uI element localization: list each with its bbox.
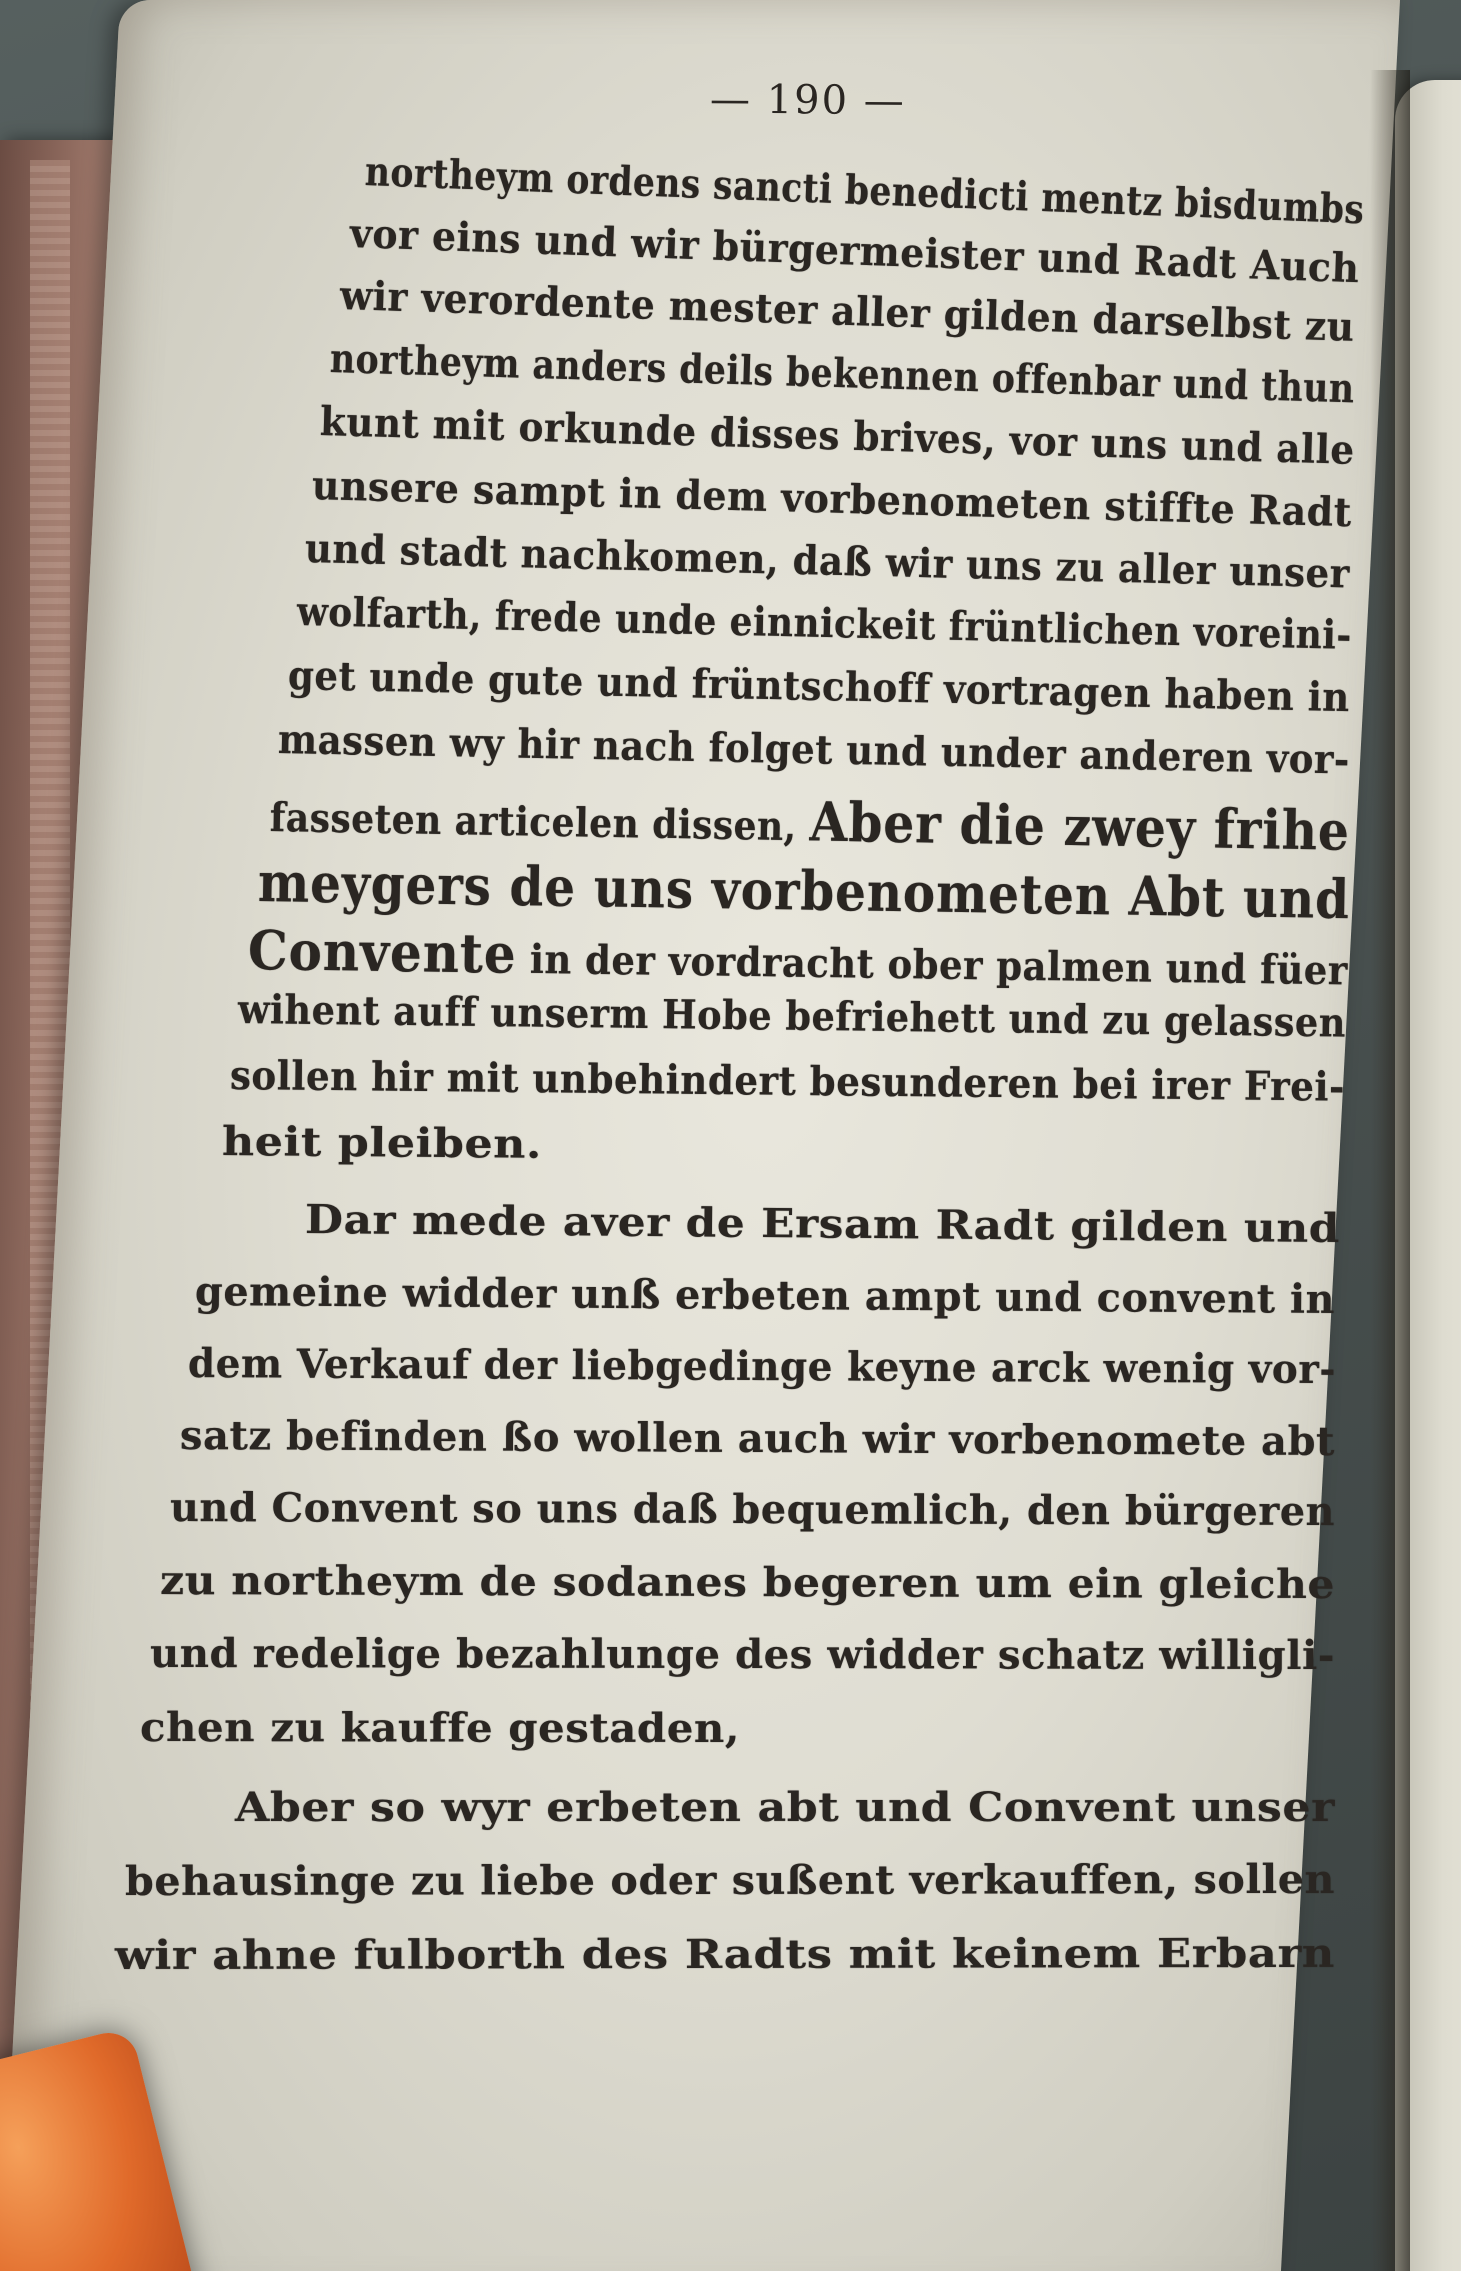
text-line [319, 398, 1355, 474]
text-segment: unsere sampt in dem vorbenometen stiffte Radt [311, 462, 1353, 537]
text-segment: fasseten articelen dissen, [269, 794, 811, 851]
text-segment: in der vordracht ober palmen und füer [516, 935, 1349, 995]
text-segment: und Convent so uns daß bequemlich, den bürgeren [169, 1484, 1336, 1536]
text-segment: Dar mede aver de Ersam Radt gilden und [304, 1196, 1341, 1253]
text-segment: heit pleiben. [221, 1118, 543, 1168]
text-segment: chen zu kauffe gestaden, [139, 1704, 741, 1753]
text-line [238, 986, 1346, 1047]
text-line [170, 1484, 1335, 1535]
text-line [288, 652, 1351, 721]
text-line [230, 1052, 1345, 1111]
text-line [257, 850, 1350, 931]
text-segment: und stadt nachkomen, daß wir uns zu aller unser [304, 525, 1351, 598]
text-line [305, 1196, 1340, 1252]
text-line [180, 1412, 1335, 1465]
text-segment: und redelige bezahlunge des widder schatz willigli- [149, 1630, 1336, 1680]
text-line [140, 1704, 740, 1752]
emphasized-text: meygers de uns vorbenometen Abt und [257, 850, 1351, 932]
text-segment: get unde gute und früntschoff vortragen haben in [287, 652, 1351, 722]
text-line [125, 1856, 1335, 1905]
emphasized-text: Convente [247, 918, 518, 986]
text-segment: satz befinden ßo wollen auch wir vorbenomete abt [179, 1412, 1336, 1466]
page-number: — 190 — [709, 76, 906, 125]
text-segment: vor eins und wir bürgermeister und Radt Auch [349, 210, 1361, 293]
text-line [115, 1930, 1335, 1979]
text-segment: Aber so wyr erbeten abt und Convent unser [235, 1784, 1335, 1831]
text-line [248, 918, 1349, 997]
text-segment: gemeine widder unß erbeten ampt und convent in [194, 1268, 1336, 1323]
text-segment: sollen hir mit unbehindert besunderen bei irer Frei- [229, 1052, 1346, 1111]
text-line [296, 588, 1352, 659]
text-segment: wir ahne fulborth des Radts mit keinem Erbarn [114, 1929, 1336, 1979]
text-segment: wihent auff unserm Hobe befriehett und zu gelassen [237, 986, 1347, 1047]
text-segment: northeym ordens sancti benedicti mentz bisdumbs [364, 148, 1366, 234]
text-line [269, 780, 1350, 863]
text-line [329, 335, 1355, 412]
text-line [195, 1268, 1335, 1323]
text-line [188, 1340, 1336, 1393]
text-segment: wolfarth, frede unde einnickeit früntlichen voreini- [296, 588, 1353, 659]
text-line [304, 525, 1350, 598]
text-line [235, 1784, 1335, 1831]
text-segment: dem Verkauf der liebgedinge keyne arck wenig vor- [187, 1340, 1337, 1394]
text-line [222, 1118, 542, 1168]
text-segment: kunt mit orkunde disses brives, vor uns und alle [319, 398, 1356, 474]
text-line [160, 1557, 1335, 1608]
text-segment: wir verordente mester aller gilden darselbst zu [339, 272, 1356, 351]
emphasized-text: Aber die zwey frihe [809, 789, 1351, 863]
text-line [150, 1630, 1335, 1679]
text-segment: zu northeym de sodanes begeren um ein gleiche [159, 1557, 1336, 1609]
text-segment: behausinge zu liebe oder sußent verkauffen, sollen [124, 1855, 1336, 1905]
text-segment: massen wy hir nach folget und under anderen vor- [277, 716, 1351, 784]
text-line [311, 462, 1352, 536]
text-segment: northeym anders deils bekennen offenbar und thun [329, 335, 1356, 413]
text-line [278, 716, 1351, 784]
